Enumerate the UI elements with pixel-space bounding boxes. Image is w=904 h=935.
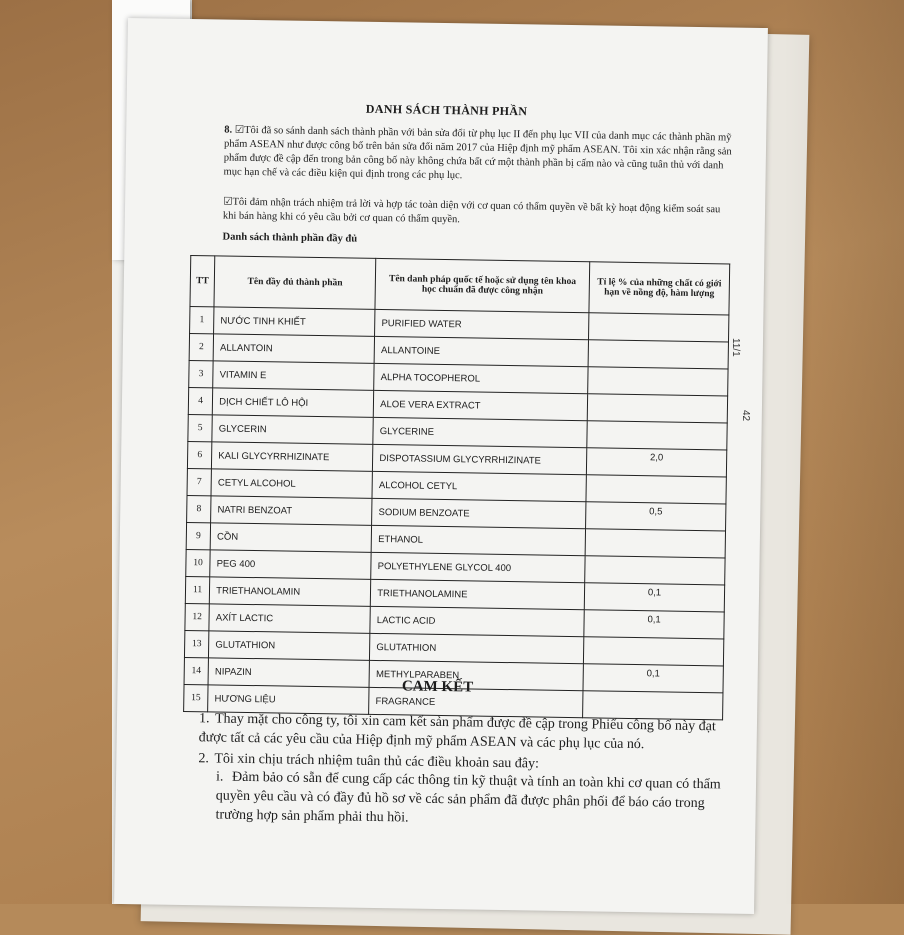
row-number-cell: 14	[184, 657, 209, 684]
ingredient-name-cell: KALI GLYCYRRHIZINATE	[212, 442, 373, 472]
table-header-row	[190, 256, 730, 315]
ingredient-name-cell: ALLANTOIN	[213, 334, 374, 364]
ingredient-name-cell: VITAMIN E	[213, 361, 374, 391]
ingredient-name-cell: GLYCERIN	[212, 415, 373, 445]
row-number-cell: 2	[189, 334, 214, 361]
ingredient-name-cell: NƯỚC TINH KHIẾT	[214, 307, 375, 337]
row-number-cell: 8	[187, 495, 212, 522]
ingredient-name-cell: PEG 400	[210, 550, 371, 580]
inci-name-cell: ETHANOL	[371, 525, 585, 555]
inci-name-cell: GLYCERINE	[373, 417, 587, 447]
row-number-cell: 9	[186, 522, 211, 549]
ingredient-name-cell: HƯƠNG LIỆU	[208, 685, 369, 715]
row-number-cell: 13	[184, 630, 209, 657]
percentage-cell: 0,5	[586, 502, 726, 531]
row-number-cell: 7	[187, 468, 212, 495]
ingredient-name-cell: TRIETHANOLAMIN	[210, 577, 371, 607]
page-title: DANH SÁCH THÀNH PHẦN	[365, 101, 528, 119]
percentage-cell	[587, 421, 727, 450]
inci-name-cell: ALOE VERA EXTRACT	[374, 390, 588, 420]
inci-name-cell: DISPOTASSIUM GLYCYRRHIZINATE	[373, 444, 587, 474]
ingredient-name-cell: CỒN	[210, 523, 371, 553]
inci-name-cell: TRIETHANOLAMINE	[371, 579, 585, 609]
percentage-cell	[588, 313, 728, 342]
inci-name-cell: ALPHA TOCOPHEROL	[374, 363, 588, 393]
responsibility-paragraph: ☑Tôi đảm nhận trách nhiệm trả lời và hợp tác toàn diện với cơ quan có thẩm quyền về bất kỳ hoạt động kiểm soát sau khi bán hàng khi có yêu cầu bởi cơ quan có thẩm quyền.	[222, 196, 721, 226]
percentage-cell	[587, 394, 727, 423]
percentage-cell: 0,1	[584, 583, 724, 612]
row-number-cell: 5	[188, 414, 213, 441]
header-percentage: Tỉ lệ % của những chất có giới hạn về nồng độ, hàm lượng	[589, 262, 730, 315]
commitment-item-2-i	[215, 767, 726, 832]
commitment-item-2-text: Tôi xin chịu trách nhiệm tuân thủ các điều khoản sau đây:	[214, 751, 540, 772]
ingredient-name-cell: AXÍT LACTIC	[209, 604, 370, 634]
percentage-cell: 0,1	[584, 610, 724, 639]
row-number-cell: 12	[185, 603, 210, 630]
percentage-cell: 0,1	[583, 664, 723, 693]
percentage-cell	[583, 637, 723, 666]
percentage-cell	[588, 340, 728, 369]
item-number: i.	[215, 769, 224, 785]
document-page	[114, 18, 768, 914]
header-inci-name: Tên danh pháp quốc tế hoặc sử dụng tên khoa học chuẩn đã được công nhận	[375, 258, 589, 312]
percentage-cell	[586, 475, 726, 504]
margin-mark: 11/1	[730, 338, 741, 357]
commitment-title: CAM KẾT	[401, 678, 474, 696]
row-number-cell: 3	[189, 361, 214, 388]
row-number-cell: 15	[184, 684, 209, 711]
percentage-cell	[588, 367, 728, 396]
inci-name-cell: POLYETHYLENE GLYCOL 400	[371, 552, 585, 582]
row-number-cell: 4	[188, 387, 213, 414]
ingredient-table	[183, 255, 730, 720]
margin-mark: 42	[740, 410, 751, 422]
table-body	[184, 307, 729, 720]
item-number: 1.	[198, 711, 210, 727]
inci-name-cell: GLUTATHION	[370, 633, 584, 663]
commitment-item-1	[199, 709, 720, 755]
percentage-cell: 2,0	[586, 448, 726, 477]
inci-name-cell: LACTIC ACID	[370, 606, 584, 636]
commitment-item-2-i-text: Đảm bảo có sẵn để cung cấp các thông tin kỹ thuật và tính an toàn khi cơ quan có thẩm quyền yêu cầu và có đầy đủ hồ sơ về các sản phẩm đã được phân phối để báo cáo trong trường hợp sản phẩm phải thu hồi.	[215, 769, 721, 826]
paragraph-number: 8.	[224, 124, 235, 136]
inci-name-cell: METHYLPARABEN	[369, 660, 583, 690]
ingredient-name-cell: CETYL ALCOHOL	[211, 469, 372, 499]
row-number-cell: 11	[185, 576, 210, 603]
item-number: 2.	[198, 751, 209, 767]
percentage-cell	[585, 556, 725, 585]
inci-name-cell: PURIFIED WATER	[375, 309, 589, 339]
percentage-cell	[585, 529, 725, 558]
row-number-cell: 10	[186, 549, 211, 576]
ingredient-name-cell: NIPAZIN	[208, 658, 369, 688]
ingredient-name-cell: DỊCH CHIẾT LÔ HỘI	[212, 388, 373, 418]
commitment-item-1-text: Thay mặt cho công ty, tôi xin cam kết sản phẩm được đề cập trong Phiếu công bố này đạt được tất cả các yêu cầu của Hiệp định mỹ phẩm ASEAN và các phụ lục của nó.	[198, 711, 716, 753]
ingredient-list-title: Danh sách thành phần đầy đủ	[222, 231, 358, 245]
inci-name-cell: ALLANTOINE	[374, 336, 588, 366]
paragraph-8-text: ☑Tôi đã so sánh danh sách thành phần với bản sửa đổi từ phụ lục II đến phụ lục VII của danh mục các thành phần mỹ phẩm ASEAN như được công bố trên bản sửa đổi năm 2017 của Hiệp định mỹ phẩm ASEAN. Tôi xin xác nhận rằng sản phẩm được đề cập đến trong bản công bố này không chứa bất cứ một thành phần bị cấm nào và cũng tuân thủ với danh mục hạn chế và các điều kiện qui định trong các phụ lục.	[223, 124, 732, 182]
declaration-paragraph-8	[223, 124, 734, 188]
ingredient-name-cell: NATRI BENZOAT	[211, 496, 372, 526]
header-tt: TT	[190, 256, 215, 307]
inci-name-cell: ALCOHOL CETYL	[372, 471, 586, 501]
inci-name-cell: FRAGRANCE	[369, 687, 583, 717]
header-full-name: Tên đầy đủ thành phần	[214, 256, 376, 310]
row-number-cell: 6	[187, 441, 212, 468]
inci-name-cell: SODIUM BENZOATE	[372, 498, 586, 528]
row-number-cell: 1	[190, 307, 215, 334]
ingredient-name-cell: GLUTATHION	[209, 631, 370, 661]
